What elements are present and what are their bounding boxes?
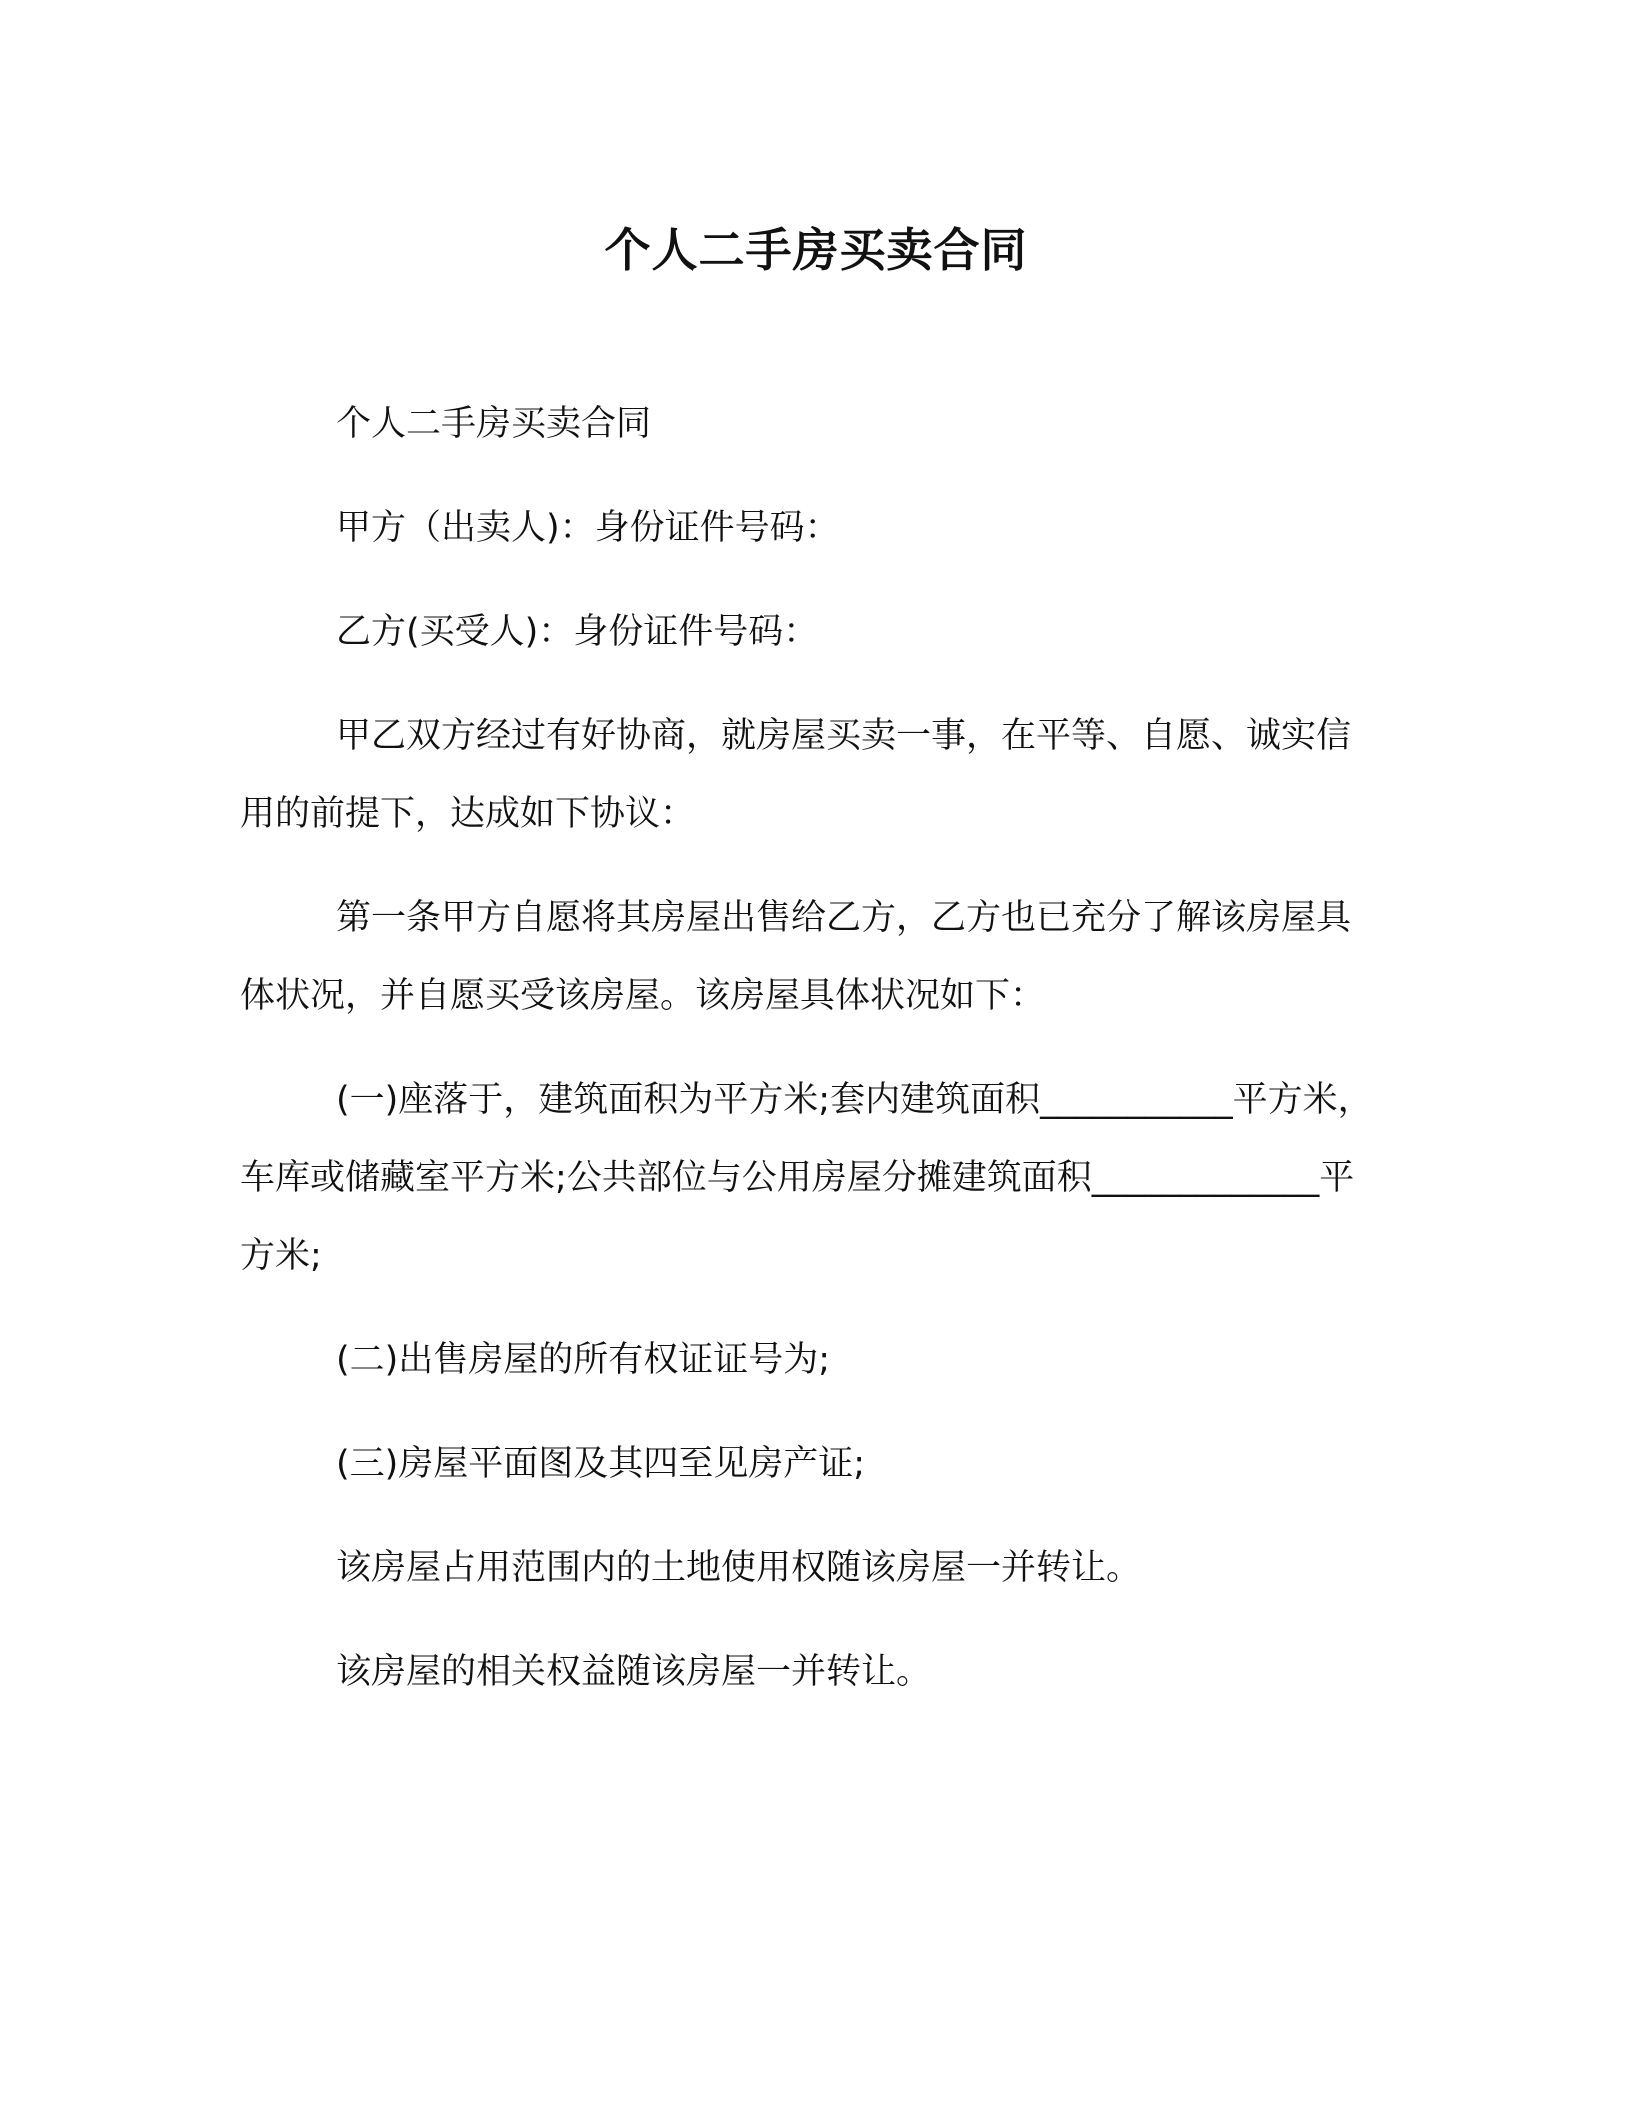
paragraph-item-2: (二)出售房屋的所有权证证号为; (336, 1340, 831, 1380)
paragraph-related-rights: 该房屋的相关权益随该房屋一并转让。 (336, 1652, 932, 1692)
paragraph-land-use: 该房屋占用范围内的土地使用权随该房屋一并转让。 (336, 1548, 1142, 1588)
document-body (240, 385, 1382, 1711)
paragraph-heading: 个人二手房买卖合同 (336, 404, 652, 444)
paragraph-party-a: 甲方（出卖人)：身份证件号码： (336, 508, 840, 548)
paragraph-agreement-intro: 甲乙双方经过有好协商，就房屋买卖一事，在平等、自愿、诚实信用的前提下，达成如下协议： (240, 716, 1352, 834)
paragraph-party-b: 乙方(买受人)：身份证件号码： (336, 612, 819, 652)
paragraph-item-3: (三)房屋平面图及其四至见房产证; (336, 1444, 866, 1484)
paragraph-article-1: 第一条甲方自愿将其房屋出售给乙方，乙方也已充分了解该房屋具体状况，并自愿买受该房屋。该房屋具体状况如下： (240, 898, 1352, 1016)
document-title: 个人二手房买卖合同 (604, 223, 1028, 277)
paragraph-item-1: (一)座落于，建筑面积为平方米;套内建筑面积___________平方米，车库或储藏室平方米;公共部位与公用房屋分摊建筑面积_____________平方米; (240, 1080, 1373, 1276)
